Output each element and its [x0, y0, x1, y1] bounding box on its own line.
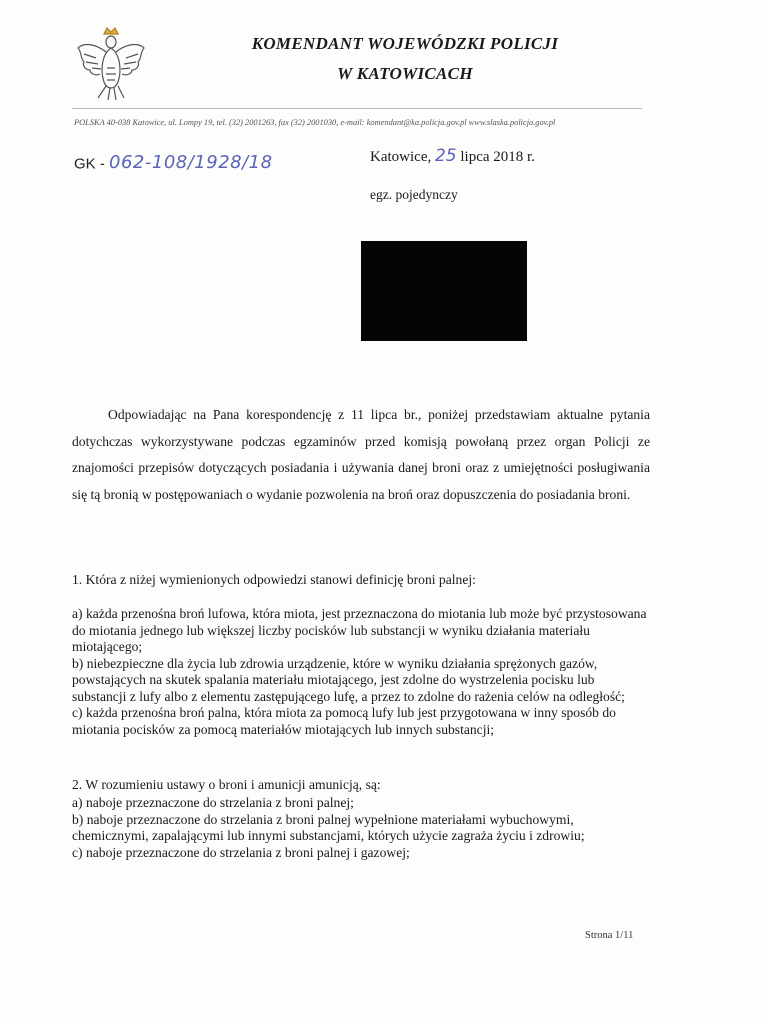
question-1-answer-c: c) każda przenośna broń palna, która miota za pomocą lufy lub jest przygotowana w inny sposób do miotania pocisków za pomocą materiałów miotających lub innych substancji; [72, 705, 616, 737]
intro-text: Odpowiadając na Pana korespondencję z 11 lipca br., poniżej przedstawiam aktualne pytania dotychczas wykorzystywane podczas egzaminów przed komisją powołaną przez organ Policji ze znajomości przepisów dotyczących posiadania i używania danej broni oraz z umiejętności posługiwania się tą bronią w postępowaniach o wydanie pozwolenia na broń oraz dopuszczenia do posiadania broni. [72, 407, 650, 502]
question-2-answers [72, 795, 650, 861]
polish-eagle-emblem-icon [74, 24, 148, 104]
reference-number [74, 152, 273, 173]
copy-note: egz. pojedynczy [370, 187, 458, 202]
header-address: POLSKA 40-038 Katowice, ul. Lompy 19, tel. (32) 2001263, fax (32) 2001030, e-mail: komendant@ka.policja.gov.pl www.slaska.policja.gov.pl [74, 118, 556, 127]
question-1-answer-a: a) każda przenośna broń lufowa, która miota, jest przeznaczona do miotania lub może być przystosowana do miotania jednego lub większej liczby pocisków lub substancji w wyniku działania materiału miotającego; [72, 606, 647, 654]
question-1-answer-b: b) niebezpieczne dla życia lub zdrowia urządzenie, które w wyniku działania sprężonych gazów, powstających na skutek spalania materiału miotającego, jest zdolne do wystrzelenia pocisku lub substancji z lufy albo z elementu zastępującego lufę, a przez to zdolne do rażenia celów na odległość; [72, 655, 625, 704]
reference-handwritten-number: 062-108/1928/18 [109, 152, 273, 173]
intro-paragraph [72, 402, 650, 508]
date-handwritten-day: 25 [434, 146, 457, 166]
question-1-answers [72, 606, 650, 738]
question-1-heading [72, 572, 650, 589]
date-rest: lipca 2018 r. [460, 149, 535, 165]
header-title-line1: KOMENDANT WOJEWÓDZKI POLICJI [251, 34, 559, 53]
question-2-heading [72, 777, 650, 794]
reference-prefix: GK - [74, 155, 110, 173]
question-2-heading-text: 2. W rozumieniu ustawy o broni i amunicji amunicją, są: [72, 777, 381, 792]
question-2-answer-b: b) naboje przeznaczone do strzelania z broni palnej wypełnione materiałami wybuchowymi, chemicznymi, zapalającymi lub innymi substancjami, których użycie zagraża życiu i zdrowiu; [72, 811, 585, 843]
question-2-answer-c: c) naboje przeznaczone do strzelania z broni palnej i gazowej; [72, 844, 410, 860]
question-1-heading-text: 1. Która z niżej wymienionych odpowiedzi stanowi definicję broni palnej: [72, 572, 476, 587]
page-number: Strona 1/11 [585, 930, 634, 941]
date-line [370, 146, 535, 166]
question-2-answer-a: a) naboje przeznaczone do strzelania z broni palnej; [72, 795, 354, 810]
date-place: Katowice, [370, 149, 432, 165]
redacted-block [361, 241, 527, 341]
header-title-line2: W KATOWICACH [337, 64, 473, 83]
header-divider [72, 108, 642, 109]
